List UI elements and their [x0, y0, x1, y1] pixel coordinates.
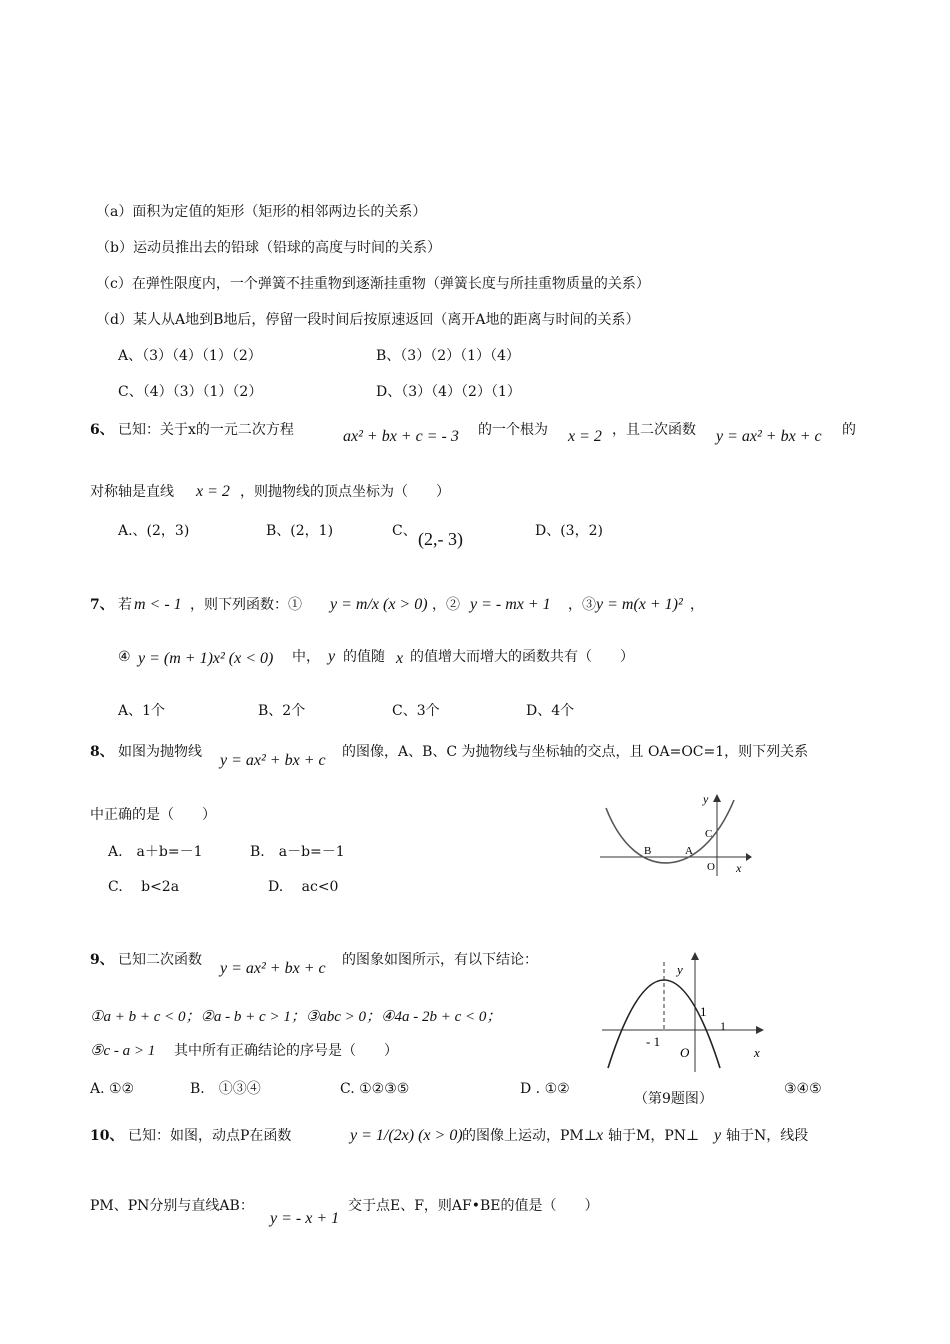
- q5-option-a: A、（3）（4）（1）（2）: [118, 348, 262, 364]
- q9-label-x: x: [754, 1045, 760, 1060]
- q10-function: y = 1/(2x) (x > 0): [350, 1127, 463, 1144]
- q10-text-1c: 轴于M，PN⊥: [608, 1128, 700, 1144]
- q9-number: 9、: [90, 952, 114, 968]
- q9-text-1a: 已知二次函数: [118, 952, 202, 968]
- q9-conclusion-5: ⑤c - a > 1: [90, 1043, 156, 1059]
- q7-var-y: y: [328, 648, 336, 665]
- q9-equation: y = ax² + bx + c: [220, 960, 326, 977]
- q7-condition: m < - 1: [134, 596, 182, 613]
- q9-text-1b: 的图象如图所示，有以下结论：: [342, 952, 538, 968]
- q8-label-y: y: [703, 792, 709, 806]
- q10-var-x: x: [596, 1127, 604, 1144]
- q9-label-one-x: 1: [720, 1019, 726, 1033]
- q7-option-b: B、2个: [258, 703, 306, 719]
- q9-y-arrow-icon: [691, 952, 699, 960]
- q10-text-1b: 的图像上运动，PM⊥: [462, 1128, 597, 1144]
- q9-option-b: B. ①③④: [190, 1081, 261, 1097]
- q7-option-a: A、1个: [118, 703, 166, 719]
- q9-option-c: C. ①②③⑤: [340, 1081, 410, 1097]
- q8-number: 8、: [90, 744, 114, 760]
- q10-line-equation: y = - x + 1: [270, 1210, 340, 1227]
- q9-parabola-figure: [600, 950, 775, 1075]
- q8-text-1b: 的图像，A、B、C 为抛物线与坐标轴的交点，且 OA=OC=1，则下列关系: [342, 744, 809, 760]
- q7-function-1: y = m/x (x > 0): [330, 596, 428, 613]
- q6-line2-b: ，则抛物线的顶点坐标为（ ）: [240, 484, 450, 500]
- q8-label-a: A: [685, 845, 693, 857]
- q7-text-1c: ，②: [432, 597, 460, 613]
- q6-equation-1: ax² + bx + c = - 3: [343, 428, 459, 445]
- q8-option-a: A. a＋b=－1: [108, 844, 203, 860]
- q9-option-d: D . ①②: [520, 1081, 570, 1097]
- q10-var-y: y: [714, 1127, 722, 1144]
- q9-label-neg-one: - 1: [646, 1034, 661, 1049]
- item-a: （a）面积为定值的矩形（矩形的相邻两边长的关系）: [96, 204, 427, 220]
- q8-label-x: x: [736, 861, 742, 875]
- q5-option-b: B、（3）（2）（1）（4）: [376, 348, 520, 364]
- q8-option-c: C. b<2a: [108, 879, 180, 895]
- q6-option-c-math: (2,- 3): [418, 529, 463, 549]
- q7-text-2a: ④: [118, 649, 131, 665]
- q7-option-d: D、4个: [526, 703, 575, 719]
- q8-label-b: B: [644, 845, 652, 857]
- q7-text-2d: 的值增大而增大的函数共有（ ）: [410, 649, 634, 665]
- q10-text-2a: PM、PN分别与直线AB：: [90, 1198, 254, 1214]
- q10-text-2b: 交于点E、F，则AF•BE的值是（ ）: [348, 1198, 599, 1214]
- q6-equation-3: y = ax² + bx + c: [716, 428, 822, 445]
- q8-label-o: O: [707, 861, 715, 873]
- q8-parabola-curve: [606, 800, 734, 863]
- q9-conclusions-1-4: ①a + b + c < 0；②a - b + c > 1；③abc > 0；④4a - 2b + c < 0；: [90, 1009, 502, 1025]
- q8-text-2: 中正确的是（ ）: [90, 807, 216, 823]
- q9-label-o: O: [680, 1045, 690, 1060]
- q7-function-2: y = - mx + 1: [470, 596, 551, 613]
- q9-x-arrow-icon: [756, 1026, 764, 1034]
- item-b: （b）运动员推出去的铅球（铅球的高度与时间的关系）: [96, 240, 441, 256]
- item-c: （c）在弹性限度内，一个弹簧不挂重物到逐渐挂重物（弹簧长度与所挂重物质量的关系）: [96, 276, 650, 292]
- q5-option-d: D、（3）（4）（2）（1）: [376, 384, 521, 400]
- q6-equation-4: x = 2: [196, 483, 230, 500]
- q7-text-1d: ，③: [568, 597, 596, 613]
- q6-text-2: 的一个根为: [478, 422, 548, 438]
- q9-text-3b: 其中所有正确结论的序号是（ ）: [174, 1043, 398, 1059]
- q7-text-1a: 若: [118, 597, 132, 613]
- q8-text-1a: 如图为抛物线: [118, 744, 202, 760]
- q9-figure-caption: （第9题图）: [634, 1091, 713, 1107]
- q7-option-c: C、3个: [392, 703, 440, 719]
- q6-text-3: ，且二次函数: [612, 422, 696, 438]
- q6-option-b: B、(2，1): [266, 523, 334, 539]
- q7-number: 7、: [90, 597, 114, 613]
- q7-text-1b: ，则下列函数：①: [190, 597, 302, 613]
- q7-var-x: x: [396, 650, 404, 667]
- q9-label-one-y: 1: [700, 1004, 707, 1019]
- q6-text-4: 的: [842, 422, 856, 438]
- q6-line2-a: 对称轴是直线: [90, 484, 174, 500]
- q8-x-arrow-icon: [746, 853, 752, 861]
- q8-equation: y = ax² + bx + c: [220, 752, 326, 769]
- q9-label-y: y: [677, 962, 683, 977]
- q9-option-d-continued: ③④⑤: [784, 1081, 822, 1097]
- q5-option-c: C、（4）（3）（1）（2）: [118, 384, 263, 400]
- q8-parabola-figure: [596, 790, 756, 880]
- q7-text-1e: ，: [690, 597, 704, 613]
- q6-option-c: C、: [392, 523, 417, 539]
- q7-text-2b: 中，: [292, 649, 320, 665]
- q7-function-3: y = m(x + 1)²: [596, 596, 683, 613]
- q10-text-1d: 轴于N，线段: [726, 1128, 809, 1144]
- q8-option-b: B. a－b=－1: [250, 844, 345, 860]
- q6-option-d: D、(3，2): [535, 523, 603, 539]
- q9-option-a: A. ①②: [90, 1081, 135, 1097]
- q6-number: 6、: [90, 422, 114, 438]
- q10-text-1a: 已知：如图，动点P在函数: [128, 1128, 292, 1144]
- item-d: （d）某人从A地到B地后，停留一段时间后按原速返回（离开A地的距离与时间的关系）: [96, 312, 640, 328]
- q6-equation-2: x = 2: [568, 428, 602, 445]
- q8-option-d: D. ac<0: [268, 879, 339, 895]
- q10-number: 10、: [90, 1128, 124, 1144]
- q7-text-2c: 的值随: [343, 649, 385, 665]
- q6-text-1: 已知：关于x的一元二次方程: [118, 422, 294, 438]
- q7-function-4: y = (m + 1)x² (x < 0): [138, 650, 274, 667]
- q8-y-arrow-icon: [713, 794, 721, 802]
- q8-label-c: C: [705, 828, 713, 840]
- q6-option-a: A.、(2，3): [118, 523, 190, 539]
